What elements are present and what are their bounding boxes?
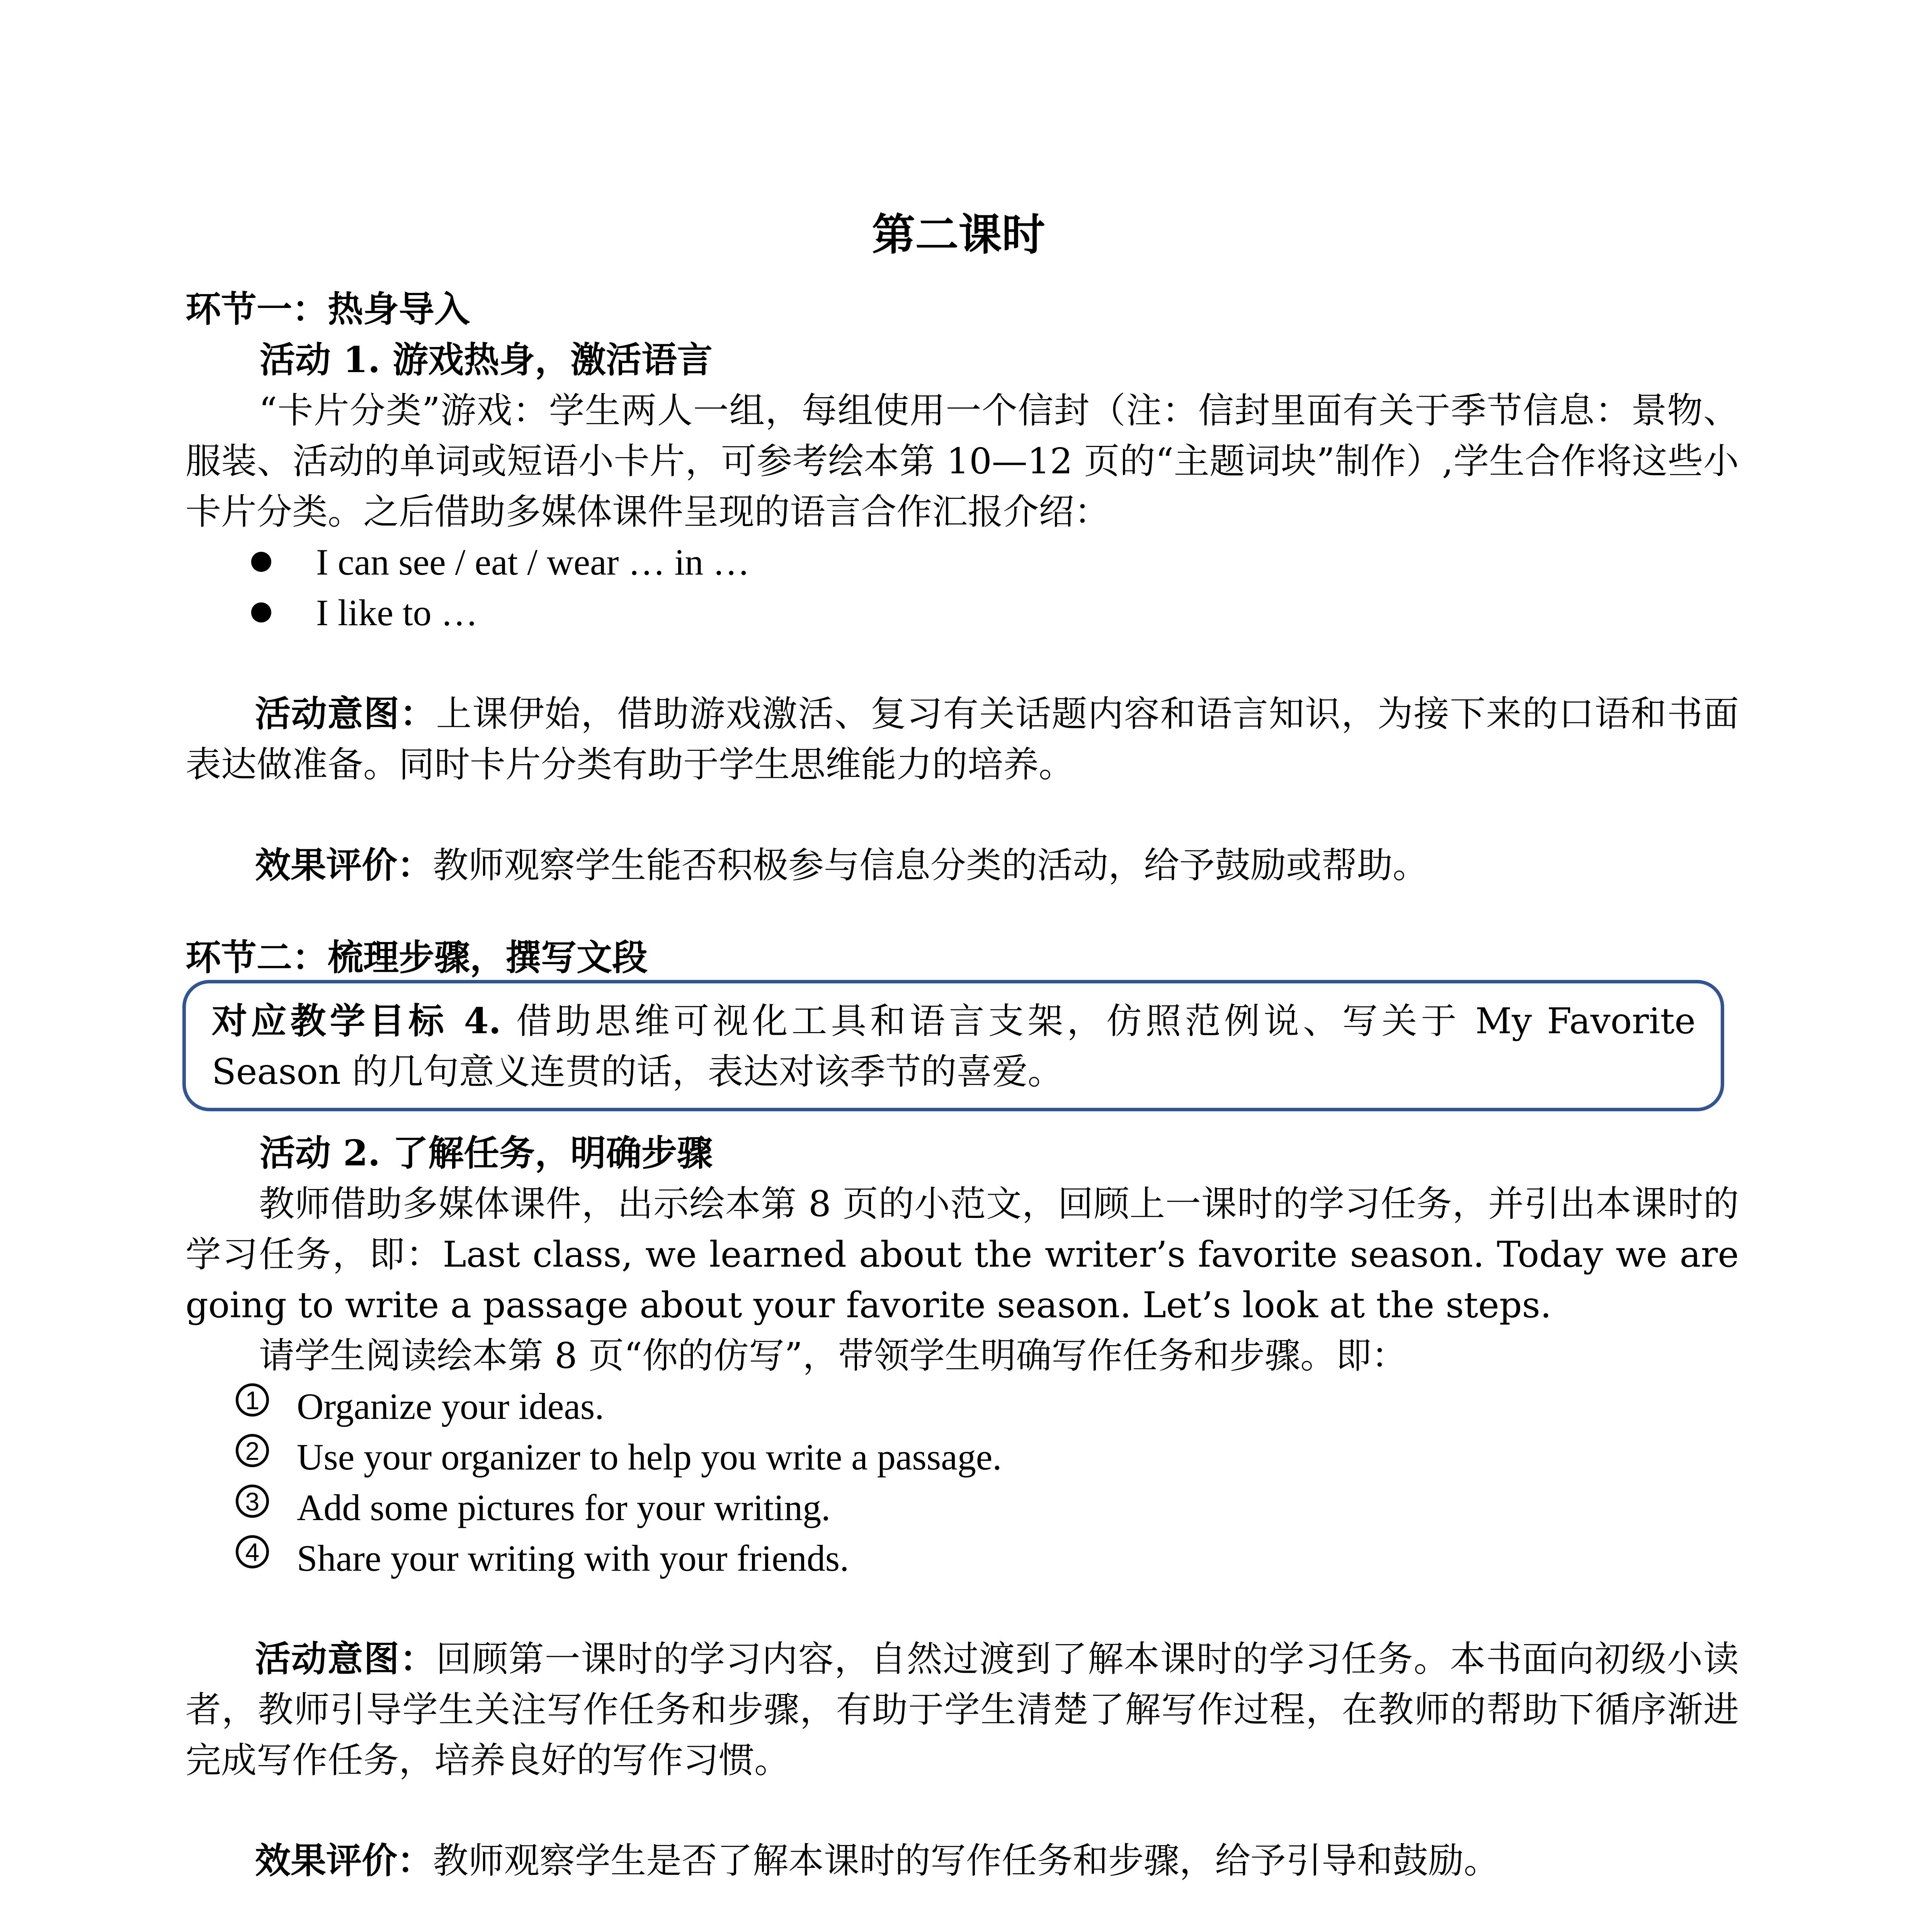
activity2-evaluation <box>185 1835 1739 1886</box>
step-number-circle: 4 <box>236 1535 269 1568</box>
s1-bullet-1: I can see / eat / wear … in … <box>316 541 750 583</box>
intent-label: 活动意图： <box>255 1638 436 1680</box>
intent-body: 上课伊始，借助游戏激活、复习有关话题内容和语言知识，为接下来的口语和书面表达做准备。同时卡片分类有助于学生思维能力的培养。 <box>185 693 1739 785</box>
activity1-body: “卡片分类”游戏：学生两人一组，每组使用一个信封（注：信封里面有关于季节信息：景物、服装、活动的单词或短语小卡片，可参考绘本第 10—12 页的“主题词块”制作）,学生合作将这些小卡片分类。之后借助多媒体课件呈现的语言合作汇报介绍： <box>185 390 1739 532</box>
bullet-dot <box>251 602 271 622</box>
page-title: 第二课时 <box>872 209 1045 260</box>
step-2-text: Use your organizer to help you write a passage. <box>297 1436 1002 1478</box>
activity1-evaluation <box>185 840 1739 891</box>
step-3-text: Add some pictures for your writing. <box>297 1487 831 1528</box>
evaluation-label: 效果评价： <box>255 1840 433 1881</box>
teaching-goal-text <box>212 996 1696 1097</box>
evaluation-label: 效果评价： <box>255 844 433 886</box>
goal-label: 对应教学目标 4. <box>212 1000 501 1042</box>
step-number-circle: 3 <box>236 1485 269 1518</box>
step-1-text: Organize your ideas. <box>297 1386 604 1427</box>
s1-bullet-2: I like to … <box>316 592 478 633</box>
activity1-intent <box>185 689 1739 790</box>
activity2-title: 活动 2. 了解任务，明确步骤 <box>260 1132 713 1174</box>
section1-heading: 环节一：热身导入 <box>185 288 470 330</box>
activity2-body-2: 请学生阅读绘本第 8 页“你的仿写”，带领学生明确写作任务和步骤。即： <box>259 1335 1407 1376</box>
step-4-text: Share your writing with your friends. <box>297 1537 849 1579</box>
step-number-circle: 2 <box>236 1434 269 1467</box>
evaluation-body: 教师观察学生能否积极参与信息分类的活动，给予鼓励或帮助。 <box>433 845 1429 886</box>
activity2-body-1: 教师借助多媒体课件，出示绘本第 8 页的小范文，回顾上一课时的学习任务，并引出本课时的学习任务，即：Last class, we learned about the writer’s favorite season. Today we are going to write a passage about your favorite season. Let’s look at the steps. <box>185 1183 1739 1326</box>
intent-body: 回顾第一课时的学习内容，自然过渡到了解本课时的学习任务。本书面向初级小读者，教师引导学生关注写作任务和步骤，有助于学生清楚了解写作过程，在教师的帮助下循序渐进完成写作任务，培养良好的写作习惯。 <box>185 1638 1739 1781</box>
bullet-dot <box>251 552 271 572</box>
activity1-title: 活动 1. 游戏热身，激活语言 <box>260 339 713 381</box>
goal-body: 借助思维可视化工具和语言支架，仿照范例说、写关于 My Favorite Season 的几句意义连贯的话，表达对该季节的喜爱。 <box>212 1000 1696 1092</box>
activity2-intent <box>185 1634 1739 1786</box>
intent-label: 活动意图： <box>255 693 436 735</box>
evaluation-body: 教师观察学生是否了解本课时的写作任务和步骤，给予引导和鼓励。 <box>433 1840 1500 1881</box>
step-number-circle: 1 <box>236 1383 269 1417</box>
section2-heading: 环节二：梳理步骤，撰写文段 <box>185 937 648 978</box>
